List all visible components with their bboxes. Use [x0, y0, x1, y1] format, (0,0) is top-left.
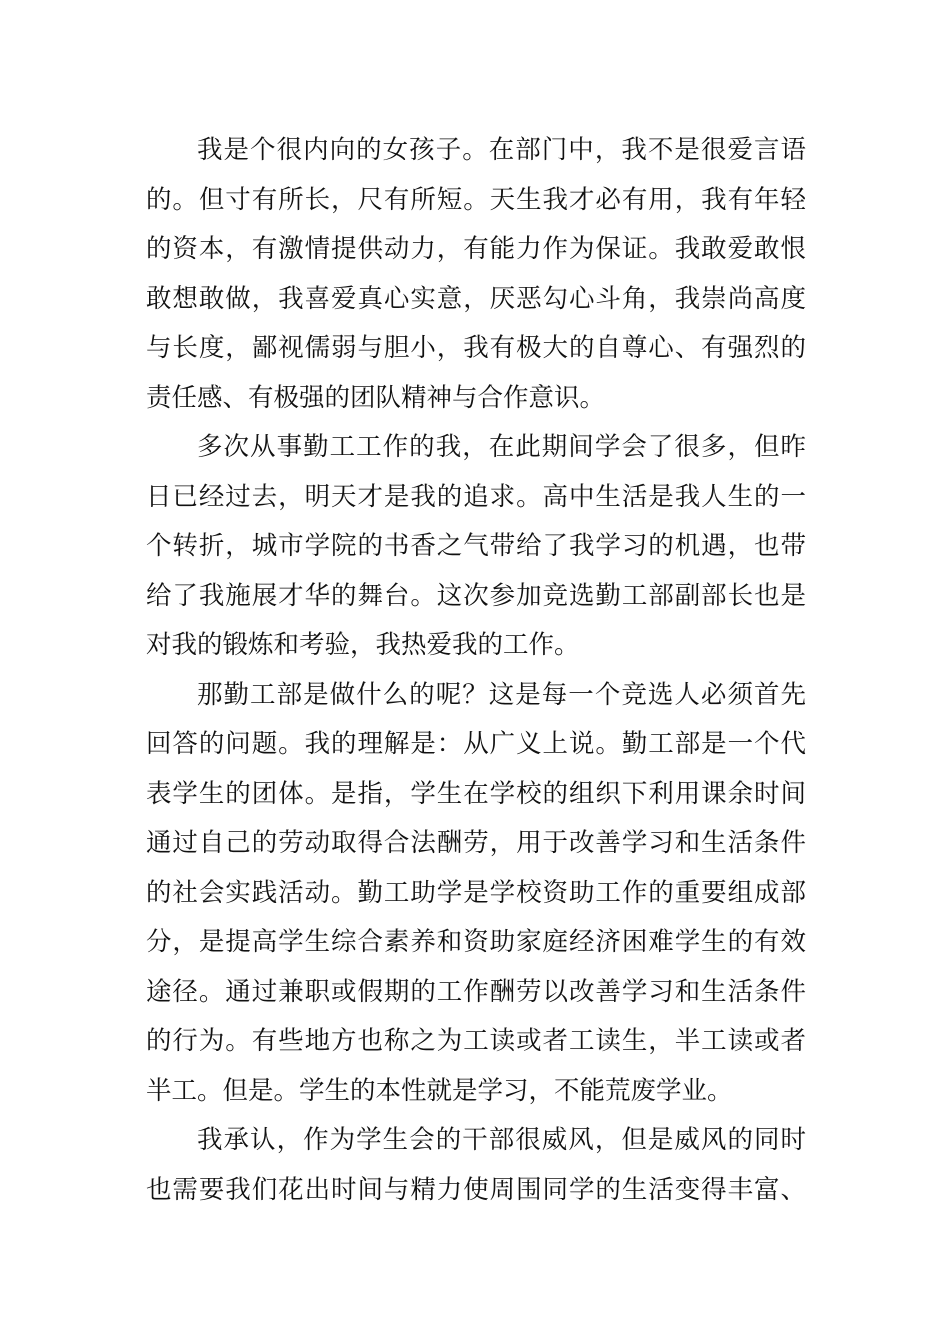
paragraph-4: [146, 1116, 806, 1215]
text-line: 的行为。有些地方也称之为工读或者工读生，半工读或者: [146, 1026, 806, 1056]
text-line: 也需要我们花出时间与精力使周围同学的生活变得丰富、: [146, 1174, 806, 1205]
text-line: 表学生的团体。是指，学生在学校的组织下利用课余时间: [146, 778, 806, 809]
paragraph-3: [146, 671, 806, 1117]
text-line: 个转折，城市学院的书香之气带给了我学习的机遇，也带: [146, 531, 806, 561]
text-line: 日已经过去，明天才是我的追求。高中生活是我人生的一: [146, 481, 806, 512]
paragraph-2: [146, 423, 806, 671]
text-line: 通过自己的劳动取得合法酬劳，用于改善学习和生活条件: [146, 828, 806, 858]
text-line: 责任感、有极强的团队精神与合作意识。: [146, 382, 606, 413]
text-line: 的资本，有激情提供动力，有能力作为保证。我敢爱敢恨: [146, 234, 806, 264]
text-line: 敢想敢做，我喜爱真心实意，厌恶勾心斗角，我崇尚高度: [146, 283, 806, 314]
text-line: 分，是提高学生综合素养和资助家庭经济困难学生的有效: [146, 927, 806, 957]
text-line: 与长度，鄙视儒弱与胆小，我有极大的自尊心、有强烈的: [146, 333, 806, 363]
text-line: 回答的问题。我的理解是：从广义上说。勤工部是一个代: [146, 729, 806, 759]
text-line: 半工。但是。学生的本性就是学习，不能荒废学业。: [146, 1075, 733, 1106]
text-line: 的社会实践活动。勤工助学是学校资助工作的重要组成部: [146, 877, 806, 908]
text-line: 多次从事勤工工作的我，在此期间学会了很多，但昨: [197, 432, 806, 462]
text-line: 我承认，作为学生会的干部很威风，但是威风的同时: [197, 1125, 806, 1155]
text-line: 我是个很内向的女孩子。在部门中，我不是很爱言语: [197, 135, 806, 165]
text-line: 的。但寸有所长，尺有所短。天生我才必有用，我有年轻: [146, 184, 806, 215]
paragraph-1: [146, 126, 806, 423]
text-line: 对我的锻炼和考验，我热爱我的工作。: [146, 630, 580, 660]
text-line: 途径。通过兼职或假期的工作酬劳以改善学习和生活条件: [146, 976, 806, 1007]
document-body: [146, 126, 806, 1215]
text-line: 给了我施展才华的舞台。这次参加竞选勤工部副部长也是: [146, 580, 806, 611]
text-line: 那勤工部是做什么的呢？这是每一个竞选人必须首先: [197, 679, 806, 710]
